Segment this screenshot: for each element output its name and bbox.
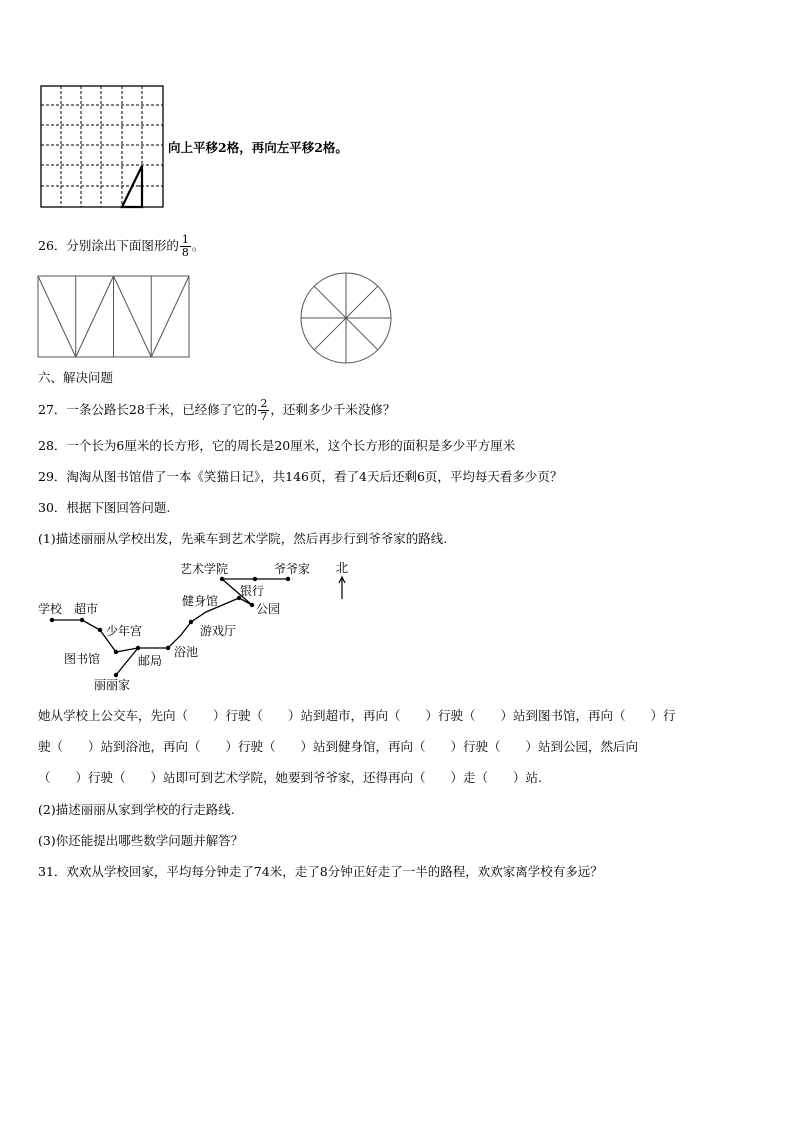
map-label-art-college: 艺术学院	[180, 562, 229, 576]
map-label-gym: 健身馆	[182, 594, 219, 608]
q29-question: 29．淘淘从图书馆借了一本《笑猫日记》，共146页，看了4天后还剩6页，平均每天看多少页？	[38, 469, 563, 484]
q30-fill-line-1: 她从学校上公交车，先向（ ）行驶（ ）站到超市，再向（ ）行驶（ ）站到图书馆，再向（ ）行	[38, 708, 676, 723]
route-map	[36, 558, 356, 694]
map-label-post-office: 邮局	[138, 654, 163, 668]
q27-fraction: $\frac{2}{7}$	[260, 397, 268, 423]
q31-question: 31．欢欢从学校回家，平均每分钟走了74米，走了8分钟正好走了一半的路程，欢欢家离学校有多远？	[38, 864, 603, 879]
circle-eighths-figure	[298, 271, 394, 365]
q26-prefix: 26．分别涂出下面图形的	[38, 238, 179, 253]
q30-part1: (1)描述丽丽从学校出发，先乘车到艺术学院，然后再步行到爷爷家的路线.	[38, 531, 448, 546]
q30-part3: (3)你还能提出哪些数学问题并解答？	[38, 833, 244, 848]
map-label-lili-home: 丽丽家	[94, 678, 131, 692]
map-label-youth-palace: 少年宫	[106, 624, 143, 638]
q26-fraction: $\frac{1}{8}$	[181, 233, 189, 259]
map-label-grandpa-home: 爷爷家	[274, 562, 311, 576]
q30-question: 30．根据下图回答问题.	[38, 500, 171, 515]
map-label-north: 北	[336, 561, 349, 575]
map-label-school: 学校	[38, 602, 63, 616]
map-label-park: 公园	[256, 602, 281, 616]
q26-question: 26．分别涂出下面图形的 $\frac{1}{8}$ 。	[38, 233, 205, 259]
map-label-supermarket: 超市	[74, 602, 99, 616]
map-label-arcade: 游戏厅	[200, 624, 237, 638]
map-label-bathhouse: 浴池	[174, 645, 199, 659]
q25-instruction: 向上平移2格，再向左平移2格。	[168, 140, 348, 155]
q28-question: 28．一个长为6厘米的长方形，它的周长是20厘米，这个长方形的面积是多少平方厘米	[38, 438, 516, 453]
north-arrow-icon	[339, 577, 345, 599]
rectangle-triangles-figure	[36, 274, 192, 360]
q30-fill-line-2: 驶（ ）站到浴池，再向（ ）行驶（ ）站到健身馆，再向（ ）行驶（ ）站到公园，然后向	[38, 739, 639, 754]
map-label-library: 图书馆	[64, 652, 101, 666]
q30-part2: (2)描述丽丽从家到学校的行走路线.	[38, 802, 235, 817]
map-label-bank: 银行	[240, 584, 265, 598]
q27-question: 27．一条公路长28千米，已经修了它的 $\frac{2}{7}$ ，还剩多少千米没修？	[38, 397, 396, 423]
q30-fill-line-3: （ ）行驶（ ）站即可到艺术学院，她要到爷爷家，还得再向（ ）走（ ）站.	[38, 770, 542, 785]
section-heading: 六、解决问题	[38, 370, 114, 385]
translation-grid	[38, 84, 166, 210]
